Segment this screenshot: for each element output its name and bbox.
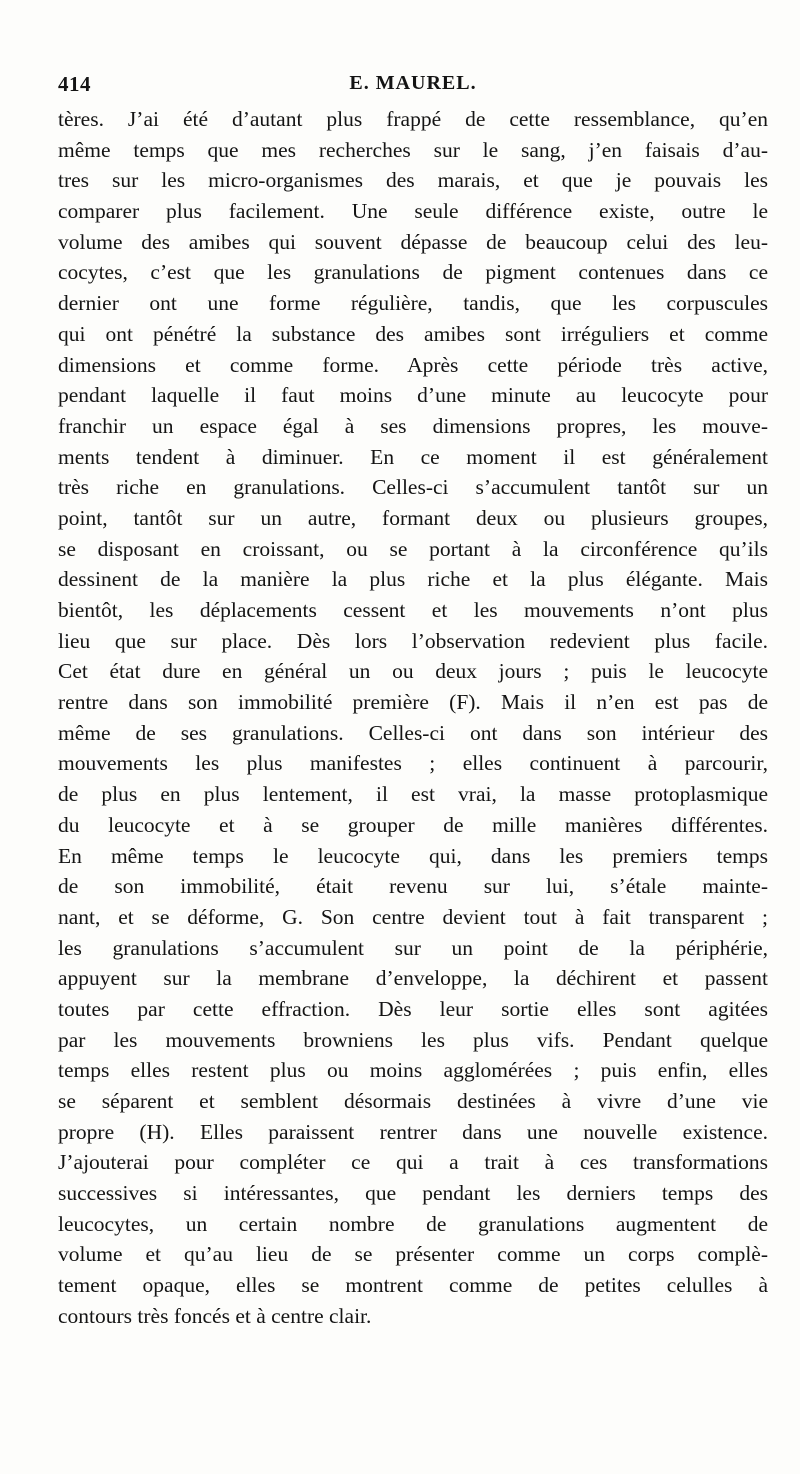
text-line: tères. J’ai été d’autant plus frappé de cette ressemblance, qu’en xyxy=(58,107,768,131)
running-title: E. MAUREL. xyxy=(349,72,477,94)
text-line: temps elles restent plus ou moins agglomérées ; puis enfin, elles xyxy=(58,1058,768,1083)
text-line: rentre dans son immobilité première (F). Mais il n’en est pas de xyxy=(58,690,768,715)
text-line: même temps que mes recherches sur le sang, j’en faisais d’au- xyxy=(58,137,768,162)
page-number: 414 xyxy=(58,72,91,96)
text-line: se séparent et semblent désormais destinées à vivre d’une vie xyxy=(58,1089,768,1113)
text-line: qui ont pénétré la substance des amibes sont irréguliers et comme xyxy=(58,321,768,346)
text-line: se disposant en croissant, ou se portant à la circonférence qu’ils xyxy=(58,536,768,561)
text-line: pendant laquelle il faut moins d’une minute au leucocyte pour xyxy=(58,383,768,408)
text-line: toutes par cette effraction. Dès leur sortie elles sont agitées xyxy=(58,996,768,1021)
text-line: lieu que sur place. Dès lors l’observation redevient plus facile. xyxy=(58,628,768,653)
text-line: contours très foncés et à centre clair. xyxy=(58,1303,372,1328)
text-line: cocytes, c’est que les granulations de pigment contenues dans ce xyxy=(58,260,768,285)
text-line: tres sur les micro-organismes des marais, et que je pouvais les xyxy=(58,168,768,193)
text-line: dimensions et comme forme. Après cette période très active, xyxy=(58,352,768,377)
text-line: ments tendent à diminuer. En ce moment il est généralement xyxy=(58,444,768,469)
text-line: franchir un espace égal à ses dimensions propres, les mouve- xyxy=(58,413,768,438)
text-line: Cet état dure en général un ou deux jours ; puis le leucocyte xyxy=(58,659,768,684)
text-line: point, tantôt sur un autre, formant deux ou plusieurs groupes, xyxy=(58,505,768,530)
text-line: successives si intéressantes, que pendant les derniers temps des xyxy=(58,1181,768,1206)
text-line: par les mouvements browniens les plus vifs. Pendant quelque xyxy=(58,1027,768,1052)
text-line: même de ses granulations. Celles-ci ont dans son intérieur des xyxy=(58,720,768,745)
text-line: tement opaque, elles se montrent comme de petites celulles à xyxy=(58,1273,768,1298)
text-line: les granulations s’accumulent sur un point de la périphérie, xyxy=(58,935,768,960)
text-line: dernier ont une forme régulière, tandis, que les corpuscules xyxy=(58,291,768,316)
text-line: J’ajouterai pour compléter ce qui a trait à ces transformations xyxy=(58,1150,768,1175)
text-line: de plus en plus lentement, il est vrai, la masse protoplasmique xyxy=(58,782,768,807)
text-line: volume des amibes qui souvent dépasse de beaucoup celui des leu- xyxy=(58,229,768,254)
text-line: de son immobilité, était revenu sur lui, s’étale mainte- xyxy=(58,874,768,899)
text-line: leucocytes, un certain nombre de granulations augmentent de xyxy=(58,1211,768,1236)
text-line: dessinent de la manière la plus riche et la plus élégante. Mais xyxy=(58,567,768,592)
text-line: volume et qu’au lieu de se présenter comme un corps complè- xyxy=(58,1242,768,1267)
text-line: très riche en granulations. Celles-ci s’accumulent tantôt sur un xyxy=(58,475,768,500)
text-line: mouvements les plus manifestes ; elles continuent à parcourir, xyxy=(58,751,768,776)
text-line: du leucocyte et à se grouper de mille manières différentes. xyxy=(58,812,768,837)
text-line: propre (H). Elles paraissent rentrer dans une nouvelle existence. xyxy=(58,1119,768,1144)
text-line: nant, et se déforme, G. Son centre devient tout à fait transparent ; xyxy=(58,904,768,929)
body-paragraph xyxy=(58,104,768,1332)
text-line: appuyent sur la membrane d’enveloppe, la déchirent et passent xyxy=(58,966,768,991)
text-line: comparer plus facilement. Une seule différence existe, outre le xyxy=(58,199,768,224)
text-line: En même temps le leucocyte qui, dans les premiers temps xyxy=(58,843,768,868)
page-header xyxy=(58,72,768,102)
text-line: bientôt, les déplacements cessent et les mouvements n’ont plus xyxy=(58,598,768,622)
